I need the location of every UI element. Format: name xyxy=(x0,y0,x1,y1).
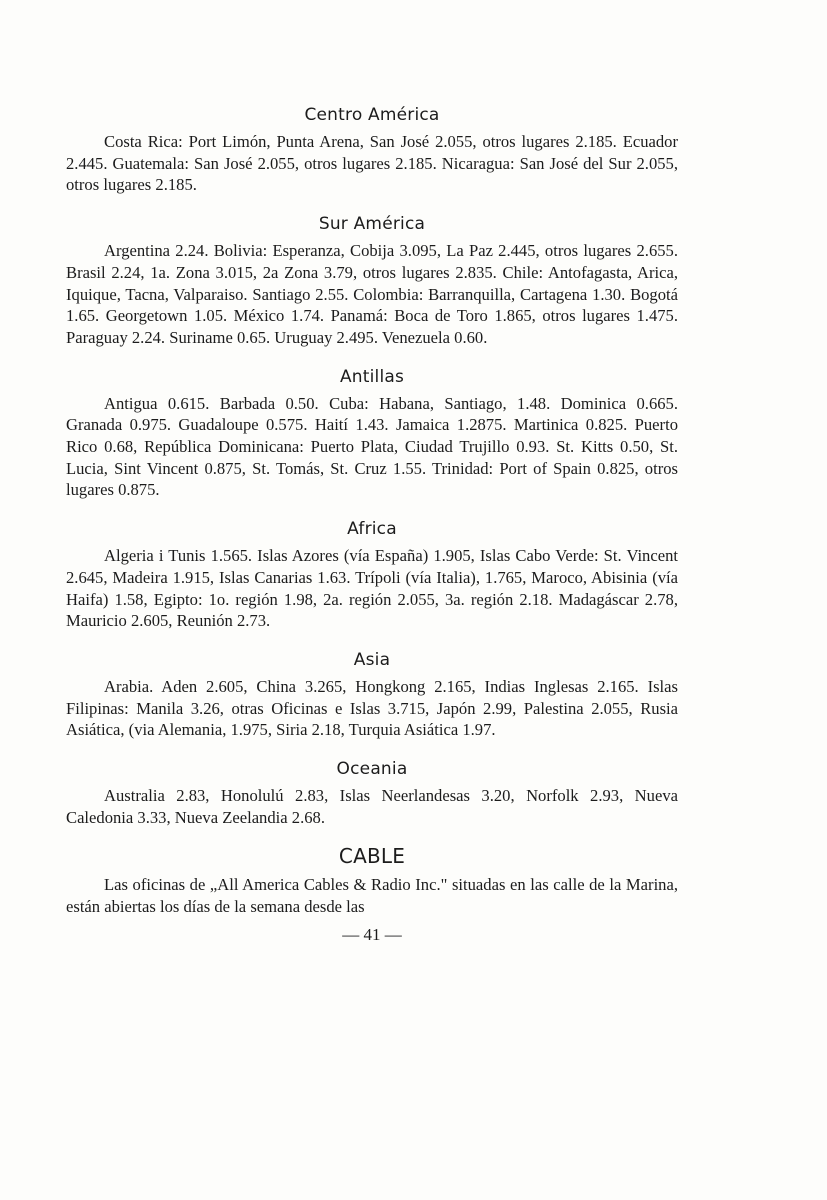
heading-asia: Asia xyxy=(353,649,391,670)
section-antillas xyxy=(66,365,678,502)
heading-cable: CABLE xyxy=(338,844,406,869)
heading-oceania: Oceania xyxy=(336,759,408,780)
heading-antillas: Antillas xyxy=(339,366,405,387)
page-number: — 41 — xyxy=(342,924,402,944)
paragraph-sur-america: Argentina 2.24. Bolivia: Esperanza, Cobija 3.095, La Paz 2.445, otros lugares 2.655. Brasil 2.24, 1a. Zona 3.015, 2a Zona 3.79, otros lugares 2.835. Chile: Antofagasta, Arica, Iquique, Tacna, Valparaiso. Santiago 2.55. Colombia: Barranquilla, Cartagena 1.30. Bogotá 1.65. Georgetown 1.05. México 1.74. Panamá: Boca de Toro 1.865, otros lugares 1.475. Paraguay 2.24. Suriname 0.65. Uruguay 2.495. Venezuela 0.60. xyxy=(66,241,678,347)
paragraph-antillas: Antigua 0.615. Barbada 0.50. Cuba: Habana, Santiago, 1.48. Dominica 0.665. Granada 0.975. Guadaloupe 0.575. Haití 1.43. Jamaica 1.2875. Martinica 0.825. Puerto Rico 0.68, República Dominicana: Puerto Plata, Ciudad Trujillo 0.93. St. Kitts 0.50, St. Lucia, Sint Vincent 0.875, St. Tomás, St. Cruz 1.55. Trinidad: Port of Spain 0.825, otros lugares 0.875. xyxy=(66,393,678,500)
section-oceania xyxy=(66,757,678,828)
paragraph-asia: Arabia. Aden 2.605, China 3.265, Hongkong 2.165, Indias Inglesas 2.165. Islas Filipinas: Manila 3.26, otras Oficinas e Islas 3.715, Japón 2.99, Palestina 2.055, Rusia Asiática, (via Alemania, 1.975, Siria 2.18, Turquia Asiática 1.97. xyxy=(66,676,678,740)
section-asia xyxy=(66,648,678,741)
section-cable xyxy=(66,844,678,917)
section-sur-america xyxy=(66,212,678,349)
section-centro-america xyxy=(66,103,678,196)
heading-africa: Africa xyxy=(347,519,397,540)
section-africa xyxy=(66,517,678,632)
paragraph-africa: Algeria i Tunis 1.565. Islas Azores (vía España) 1.905, Islas Cabo Verde: St. Vincent 2.645, Madeira 1.915, Islas Canarias 1.63. Trípoli (vía Italia), 1.765, Maroco, Abisinia (vía Haifa) 1.58, Egipto: 1o. región 1.98, 2a. región 2.055, 3a. región 2.18. Madagáscar 2.78, Mauricio 2.605, Reunión 2.73. xyxy=(66,546,678,631)
paragraph-cable: Las oficinas de „All America Cables & Radio Inc." situadas en las calle de la Marina, están abiertas los días de la semana desde las xyxy=(66,875,678,917)
page-content xyxy=(66,103,678,946)
paragraph-centro-america: Costa Rica: Port Limón, Punta Arena, San José 2.055, otros lugares 2.185. Ecuador 2.445. Guatemala: San José 2.055, otros lugares 2.185. Nicaragua: San José del Sur 2.055, otros lugares 2.185. xyxy=(66,132,678,195)
heading-centro-america: Centro América xyxy=(304,105,440,125)
heading-sur-america: Sur América xyxy=(318,214,426,235)
paragraph-oceania: Australia 2.83, Honolulú 2.83, Islas Neerlandesas 3.20, Norfolk 2.93, Nueva Caledonia 3.33, Nueva Zeelandia 2.68. xyxy=(66,786,678,827)
